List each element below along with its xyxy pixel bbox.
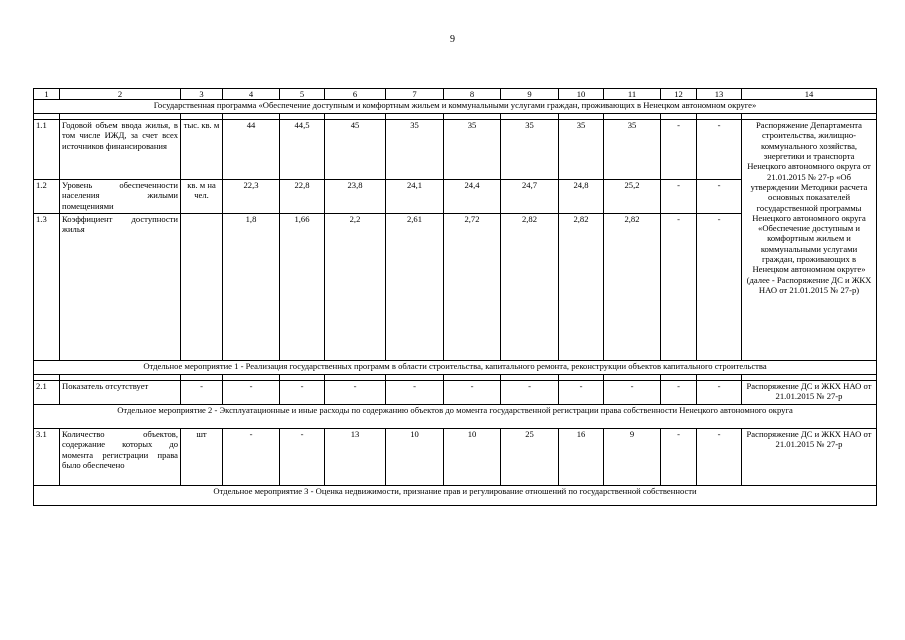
value-cell: 10 (444, 429, 501, 486)
value-cell: - (604, 381, 661, 405)
indicator-unit: кв. м на чел. (181, 180, 223, 214)
header-cell: 1 (34, 89, 60, 100)
value-cell: - (559, 381, 604, 405)
indicator-name: Уровень обеспеченности населения жилыми помещениями (60, 180, 181, 214)
section-row (34, 486, 877, 506)
header-cell: 2 (60, 89, 181, 100)
value-cell: 2,2 (325, 214, 386, 361)
value-cell: - (444, 381, 501, 405)
value-cell: - (386, 381, 444, 405)
header-cell: 14 (742, 89, 877, 100)
indicator-unit: шт (181, 429, 223, 486)
value-cell: 22,8 (280, 180, 325, 214)
indicator-unit (181, 214, 223, 361)
source-document: Распоряжение ДС и ЖКХ НАО от 21.01.2015 № 27-р (742, 381, 877, 405)
value-cell: - (697, 429, 742, 486)
row-number: 1.2 (34, 180, 60, 214)
value-cell: 24,1 (386, 180, 444, 214)
source-document: Распоряжение Департамента строительства, жилищно-коммунального хозяйства, энергетики и транспорта Ненецкого автономного округа от 21.01.2015 № 27-р «Об утверждении Методики расчета основных показателей государственной программы Ненецкого автономного округа «Обеспечение доступным и комфортным жильем и коммунальными услугами граждан, проживающих в Ненецком автономном округе» (далее - Распоряжение ДС и ЖКХ НАО от 21.01.2015 № 27-р) (742, 120, 877, 361)
value-cell: 10 (386, 429, 444, 486)
value-cell: 45 (325, 120, 386, 180)
section-row (34, 100, 877, 114)
value-cell: - (661, 214, 697, 361)
page-number: 9 (450, 34, 455, 45)
indicator-unit: - (181, 381, 223, 405)
row-number: 3.1 (34, 429, 60, 486)
value-cell: 44,5 (280, 120, 325, 180)
header-cell: 9 (501, 89, 559, 100)
value-cell: - (223, 429, 280, 486)
value-cell: - (697, 120, 742, 180)
value-cell: 24,7 (501, 180, 559, 214)
value-cell: 23,8 (325, 180, 386, 214)
section-2-title: Отдельное мероприятие 2 - Эксплуатационные и иные расходы по содержанию объектов до момента государственной регистрации права собственности Ненецкого автономного округа (34, 405, 877, 429)
header-cell: 7 (386, 89, 444, 100)
row-number: 1.3 (34, 214, 60, 361)
value-cell: 35 (604, 120, 661, 180)
value-cell: - (697, 214, 742, 361)
value-cell: - (325, 381, 386, 405)
header-cell: 12 (661, 89, 697, 100)
indicator-name: Показатель отсутствует (60, 381, 181, 405)
value-cell: - (280, 429, 325, 486)
value-cell: 35 (386, 120, 444, 180)
table-row (34, 429, 877, 486)
value-cell: 13 (325, 429, 386, 486)
header-cell: 8 (444, 89, 501, 100)
value-cell: 22,3 (223, 180, 280, 214)
indicator-unit: тыс. кв. м (181, 120, 223, 180)
value-cell: - (661, 429, 697, 486)
table-row (34, 120, 877, 180)
indicators-table (33, 88, 877, 506)
value-cell: 2,82 (559, 214, 604, 361)
value-cell: - (661, 120, 697, 180)
value-cell: 2,61 (386, 214, 444, 361)
indicator-name: Годовой объем ввода жилья, в том числе ИЖД, за счет всех источников финансирования (60, 120, 181, 180)
value-cell: 44 (223, 120, 280, 180)
value-cell: - (661, 381, 697, 405)
value-cell: 9 (604, 429, 661, 486)
value-cell: 35 (501, 120, 559, 180)
header-cell: 11 (604, 89, 661, 100)
header-cell: 10 (559, 89, 604, 100)
header-cell: 6 (325, 89, 386, 100)
indicator-name: Количество объектов, содержание которых до момента регистрации права было обеспечено (60, 429, 181, 486)
value-cell: 24,8 (559, 180, 604, 214)
value-cell: - (697, 381, 742, 405)
value-cell: 2,82 (501, 214, 559, 361)
value-cell: 2,82 (604, 214, 661, 361)
source-document: Распоряжение ДС и ЖКХ НАО от 21.01.2015 № 27-р (742, 429, 877, 486)
value-cell: 1,8 (223, 214, 280, 361)
value-cell: 16 (559, 429, 604, 486)
value-cell: - (280, 381, 325, 405)
section-3-title: Отдельное мероприятие 3 - Оценка недвижимости, признание прав и регулирование отношений по государственной собственности (34, 486, 877, 506)
table-row (34, 381, 877, 405)
value-cell: - (697, 180, 742, 214)
header-row (34, 89, 877, 100)
value-cell: 1,66 (280, 214, 325, 361)
header-cell: 3 (181, 89, 223, 100)
value-cell: 25 (501, 429, 559, 486)
section-1-title: Отдельное мероприятие 1 - Реализация государственных программ в области строительства, капитального ремонта, реконструкции объектов капитального строительства (34, 361, 877, 375)
section-program-title: Государственная программа «Обеспечение доступным и комфортным жильем и коммунальными услугами граждан, проживающих в Ненецком автономном округе» (34, 100, 877, 114)
value-cell: - (501, 381, 559, 405)
header-cell: 4 (223, 89, 280, 100)
row-number: 2.1 (34, 381, 60, 405)
value-cell: 24,4 (444, 180, 501, 214)
row-number: 1.1 (34, 120, 60, 180)
indicator-name: Коэффициент доступности жилья (60, 214, 181, 361)
value-cell: 35 (559, 120, 604, 180)
value-cell: 25,2 (604, 180, 661, 214)
section-row (34, 405, 877, 429)
section-row (34, 361, 877, 375)
value-cell: 2,72 (444, 214, 501, 361)
header-cell: 5 (280, 89, 325, 100)
value-cell: - (661, 180, 697, 214)
header-cell: 13 (697, 89, 742, 100)
value-cell: - (223, 381, 280, 405)
value-cell: 35 (444, 120, 501, 180)
